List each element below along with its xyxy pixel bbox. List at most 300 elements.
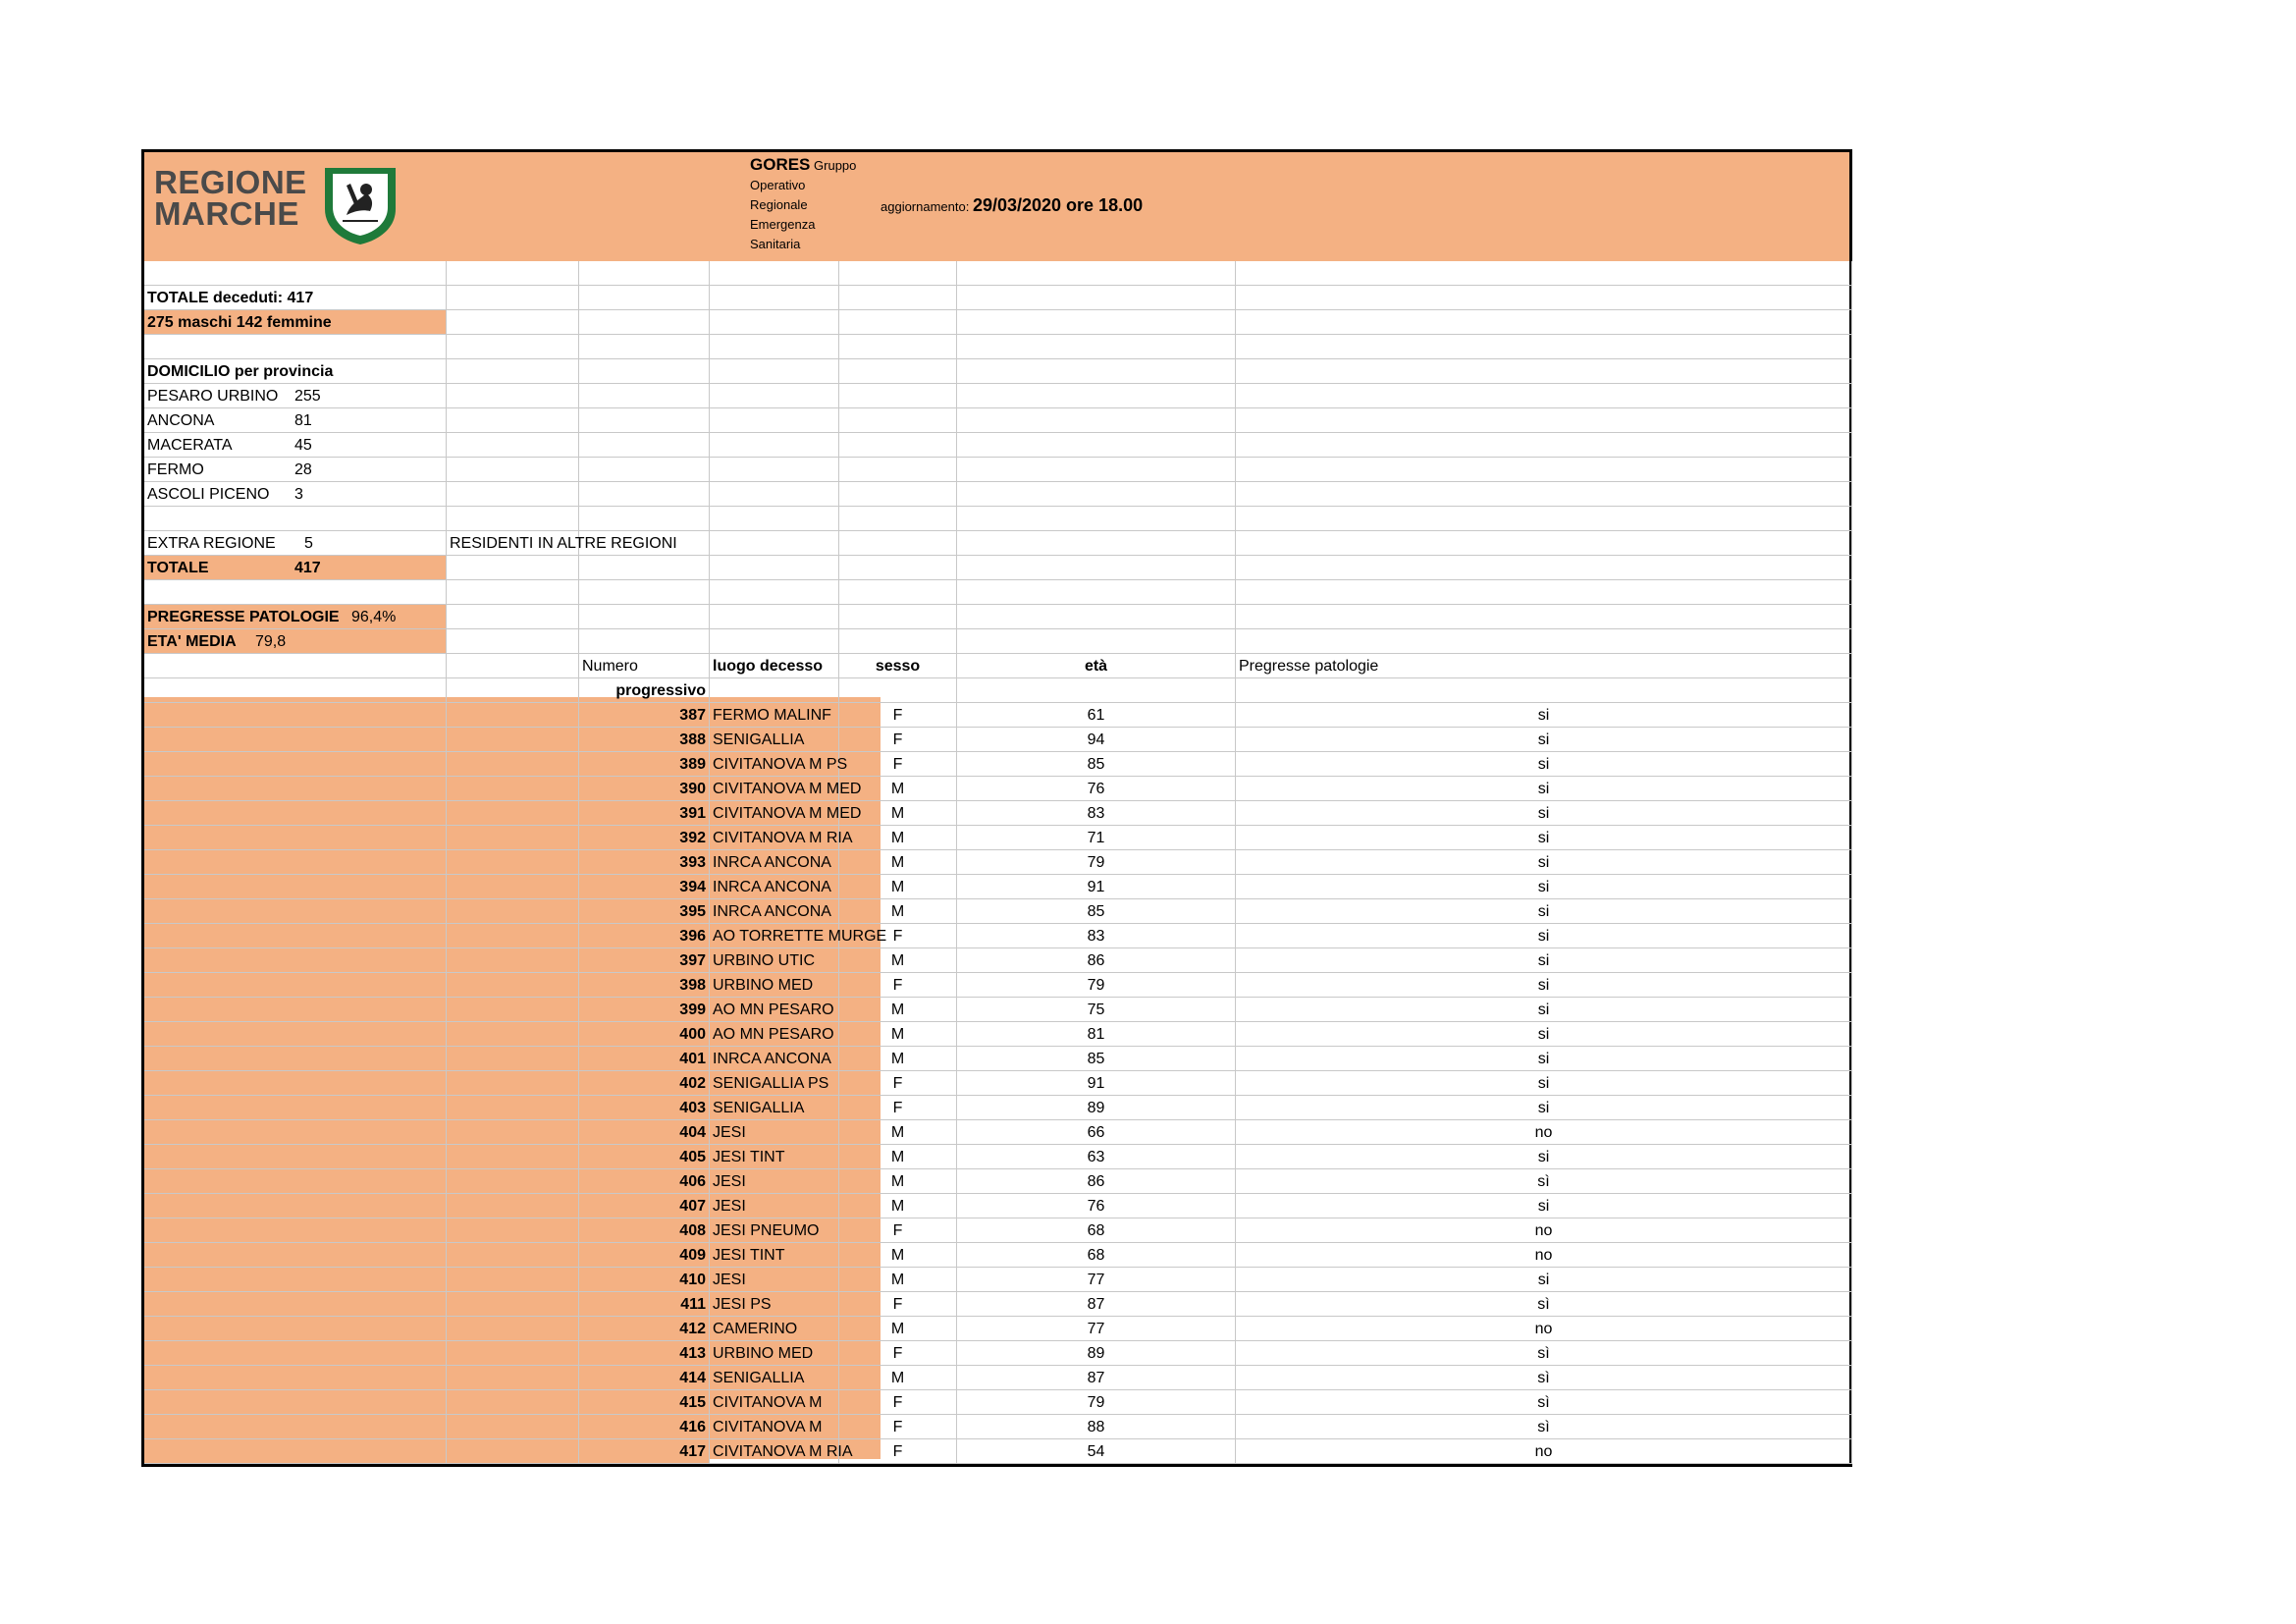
band-cell — [144, 801, 447, 826]
patologie-cell: si — [1236, 1022, 1852, 1047]
col-sesso-header: sesso — [839, 654, 957, 678]
band-cell — [144, 1268, 447, 1292]
grid-cell — [447, 359, 579, 384]
grid-cell — [957, 359, 1236, 384]
eta-cell: 91 — [957, 1071, 1236, 1096]
numero-cell: 393 — [579, 850, 710, 875]
band-cell — [144, 1096, 447, 1120]
summary-row — [144, 335, 1852, 359]
grid-cell — [144, 261, 447, 286]
sesso-cell: F — [839, 703, 957, 728]
band-cell — [447, 1415, 579, 1439]
numero-cell: 397 — [579, 948, 710, 973]
table-row — [144, 752, 1852, 777]
grid-cell — [579, 556, 710, 580]
band-cell — [447, 703, 579, 728]
grid-cell — [1236, 359, 1852, 384]
patologie-label: PREGRESSE PATOLOGIE — [147, 609, 340, 625]
grid-cell — [839, 286, 957, 310]
grid-cell — [710, 678, 839, 703]
extra-note: RESIDENTI IN ALTRE REGIONI — [447, 531, 579, 556]
grid-cell — [839, 580, 957, 605]
eta-cell: 81 — [957, 1022, 1236, 1047]
sesso-cell: F — [839, 924, 957, 948]
patologie-cell — [144, 605, 447, 629]
sesso-cell: F — [839, 973, 957, 998]
eta-cell: 71 — [957, 826, 1236, 850]
patologie-cell: sì — [1236, 1341, 1852, 1366]
grid-cell — [447, 310, 579, 335]
band-cell — [447, 801, 579, 826]
spacer-row — [144, 580, 1852, 605]
band-cell — [144, 1218, 447, 1243]
grid-cell — [957, 335, 1236, 359]
eta-cell: 75 — [957, 998, 1236, 1022]
col-luogo-header: luogo decesso — [710, 654, 839, 678]
gores-line-4: Sanitaria — [750, 237, 801, 251]
gores-line-1: Operativo — [750, 178, 806, 192]
grid-cell — [579, 531, 710, 556]
grid-cell — [957, 310, 1236, 335]
band-cell — [447, 826, 579, 850]
luogo-cell: JESI TINT — [710, 1145, 839, 1169]
grid-cell — [957, 507, 1236, 531]
sesso-cell: M — [839, 1169, 957, 1194]
table-row — [144, 948, 1852, 973]
band-cell — [144, 850, 447, 875]
grid-cell — [710, 335, 839, 359]
grid-cell — [1236, 261, 1852, 286]
eta-value: 79,8 — [255, 633, 287, 650]
numero-cell: 417 — [579, 1439, 710, 1464]
logo-text-line2: MARCHE — [154, 195, 299, 232]
numero-cell: 389 — [579, 752, 710, 777]
luogo-cell: URBINO MED — [710, 1341, 839, 1366]
sesso-cell: M — [839, 875, 957, 899]
summary-row — [144, 310, 1852, 335]
spacer-row — [144, 507, 1852, 531]
table-row — [144, 924, 1852, 948]
sesso-cell: F — [839, 1071, 957, 1096]
grid-cell — [1236, 629, 1852, 654]
eta-cell: 61 — [957, 703, 1236, 728]
luogo-cell: CAMERINO — [710, 1317, 839, 1341]
table-header-row-2 — [144, 678, 1852, 703]
luogo-cell: INRCA ANCONA — [710, 850, 839, 875]
luogo-cell: INRCA ANCONA — [710, 899, 839, 924]
luogo-cell: AO MN PESARO — [710, 998, 839, 1022]
grid-cell — [447, 678, 579, 703]
band-cell — [144, 1169, 447, 1194]
grid-cell — [579, 580, 710, 605]
luogo-cell: CIVITANOVA M PS — [710, 752, 839, 777]
sesso-cell: F — [839, 728, 957, 752]
grid-cell — [839, 605, 957, 629]
summary-row — [144, 286, 1852, 310]
eta-cell: 79 — [957, 850, 1236, 875]
grid-cell — [710, 433, 839, 458]
province-cell — [144, 458, 447, 482]
band-cell — [447, 899, 579, 924]
grid-cell — [839, 458, 957, 482]
numero-cell: 388 — [579, 728, 710, 752]
band-cell — [144, 1145, 447, 1169]
luogo-cell: URBINO MED — [710, 973, 839, 998]
domicilio-title: DOMICILIO per provincia — [144, 359, 447, 384]
totale-value: 417 — [294, 560, 321, 576]
grid-cell — [957, 678, 1236, 703]
sesso-cell: M — [839, 1366, 957, 1390]
band-cell — [447, 1390, 579, 1415]
update-label: aggiornamento: — [881, 199, 970, 214]
band-cell — [447, 1341, 579, 1366]
numero-cell: 391 — [579, 801, 710, 826]
patologie-cell: sì — [1236, 1390, 1852, 1415]
table-row — [144, 1317, 1852, 1341]
eta-cell: 87 — [957, 1292, 1236, 1317]
band-cell — [144, 948, 447, 973]
sesso-cell: M — [839, 998, 957, 1022]
province-row — [144, 482, 1852, 507]
grid-cell — [839, 433, 957, 458]
luogo-cell: CIVITANOVA M — [710, 1415, 839, 1439]
sesso-cell: M — [839, 1243, 957, 1268]
table-row — [144, 1169, 1852, 1194]
numero-cell: 413 — [579, 1341, 710, 1366]
numero-cell: 410 — [579, 1268, 710, 1292]
grid-cell — [839, 531, 957, 556]
grid-cell — [839, 310, 957, 335]
sesso-cell: F — [839, 1415, 957, 1439]
grid-cell — [579, 335, 710, 359]
band-cell — [447, 1047, 579, 1071]
province-value: 28 — [294, 461, 312, 478]
band-cell — [144, 1120, 447, 1145]
table-row — [144, 826, 1852, 850]
grid-cell — [447, 507, 579, 531]
luogo-cell: FERMO MALINF — [710, 703, 839, 728]
eta-cell: 76 — [957, 1194, 1236, 1218]
eta-cell: 79 — [957, 1390, 1236, 1415]
eta-cell: 76 — [957, 777, 1236, 801]
grid-cell — [1236, 678, 1852, 703]
band-cell — [447, 1366, 579, 1390]
band-cell — [144, 924, 447, 948]
grid-cell — [839, 556, 957, 580]
province-value: 81 — [294, 412, 312, 429]
numero-cell: 416 — [579, 1415, 710, 1439]
numero-cell: 392 — [579, 826, 710, 850]
grid-cell — [839, 507, 957, 531]
table-row — [144, 875, 1852, 899]
province-cell — [144, 384, 447, 408]
grid-cell — [710, 605, 839, 629]
logo-text-line1: REGIONE — [154, 164, 307, 200]
grid-cell — [710, 531, 839, 556]
numero-cell: 387 — [579, 703, 710, 728]
spreadsheet-page — [141, 149, 1852, 1467]
eta-cell: 68 — [957, 1218, 1236, 1243]
grid-cell — [957, 261, 1236, 286]
sesso-cell: F — [839, 1096, 957, 1120]
sesso-cell: M — [839, 1268, 957, 1292]
band-cell — [447, 1439, 579, 1464]
band-cell — [447, 1071, 579, 1096]
band-cell — [447, 1194, 579, 1218]
sesso-cell: M — [839, 1120, 957, 1145]
band-cell — [144, 875, 447, 899]
band-cell — [447, 1096, 579, 1120]
table-row — [144, 1022, 1852, 1047]
sesso-cell: F — [839, 752, 957, 777]
numero-cell: 402 — [579, 1071, 710, 1096]
grid-cell — [447, 654, 579, 678]
band-cell — [144, 973, 447, 998]
sesso-cell: M — [839, 1317, 957, 1341]
grid-cell — [839, 482, 957, 507]
table-row — [144, 801, 1852, 826]
luogo-cell: JESI TINT — [710, 1243, 839, 1268]
eta-cell: 91 — [957, 875, 1236, 899]
patologie-cell: sì — [1236, 1415, 1852, 1439]
sesso-cell: F — [839, 1292, 957, 1317]
luogo-cell: INRCA ANCONA — [710, 875, 839, 899]
patologie-cell: si — [1236, 1071, 1852, 1096]
luogo-cell: SENIGALLIA PS — [710, 1071, 839, 1096]
patologie-cell: si — [1236, 826, 1852, 850]
luogo-cell: JESI — [710, 1194, 839, 1218]
table-row — [144, 1268, 1852, 1292]
province-cell — [144, 482, 447, 507]
grid-cell — [447, 384, 579, 408]
luogo-cell: JESI — [710, 1120, 839, 1145]
table-row — [144, 1243, 1852, 1268]
grid-cell — [447, 556, 579, 580]
band-cell — [447, 1218, 579, 1243]
numero-cell: 406 — [579, 1169, 710, 1194]
band-cell — [144, 899, 447, 924]
grid-cell — [957, 580, 1236, 605]
band-cell — [447, 1268, 579, 1292]
band-cell — [144, 1341, 447, 1366]
grid-cell — [579, 433, 710, 458]
grid-cell — [957, 384, 1236, 408]
col-numero-header: Numero — [579, 654, 710, 678]
grid-cell — [957, 482, 1236, 507]
totale-row — [144, 556, 1852, 580]
numero-cell: 414 — [579, 1366, 710, 1390]
grid-cell — [957, 605, 1236, 629]
numero-cell: 407 — [579, 1194, 710, 1218]
patologie-cell: si — [1236, 924, 1852, 948]
grid-cell — [1236, 310, 1852, 335]
grid-cell — [710, 507, 839, 531]
grid-cell — [1236, 335, 1852, 359]
eta-cell: 77 — [957, 1268, 1236, 1292]
table-row — [144, 1120, 1852, 1145]
table-row — [144, 1096, 1852, 1120]
table-row — [144, 1341, 1852, 1366]
patologie-cell: si — [1236, 1145, 1852, 1169]
sesso-cell: M — [839, 1145, 957, 1169]
table-row — [144, 1145, 1852, 1169]
luogo-cell: CIVITANOVA M MED — [710, 801, 839, 826]
grid-cell — [1236, 433, 1852, 458]
grid-cell — [579, 605, 710, 629]
grid-cell — [144, 580, 447, 605]
province-name: MACERATA — [147, 437, 233, 454]
band-cell — [447, 777, 579, 801]
band-cell — [144, 1071, 447, 1096]
patologie-cell: no — [1236, 1218, 1852, 1243]
grid-cell — [710, 384, 839, 408]
band-cell — [144, 998, 447, 1022]
sesso-cell: F — [839, 1341, 957, 1366]
patologie-cell: si — [1236, 801, 1852, 826]
grid-cell — [710, 580, 839, 605]
grid-cell — [710, 408, 839, 433]
extra-row — [144, 531, 1852, 556]
table-row — [144, 1366, 1852, 1390]
eta-cell: 89 — [957, 1096, 1236, 1120]
band-cell — [447, 998, 579, 1022]
grid-cell — [839, 408, 957, 433]
regione-marche-logo — [154, 160, 409, 248]
grid-cell — [710, 261, 839, 286]
sesso-cell: M — [839, 826, 957, 850]
band-cell — [144, 1415, 447, 1439]
patologie-cell: si — [1236, 899, 1852, 924]
grid-cell — [1236, 482, 1852, 507]
extra-regione-cell — [144, 531, 447, 556]
eta-cell: 85 — [957, 752, 1236, 777]
grid-cell — [579, 408, 710, 433]
grid-cell — [710, 286, 839, 310]
gores-line-3: Emergenza — [750, 217, 816, 232]
eta-cell: 66 — [957, 1120, 1236, 1145]
province-cell — [144, 433, 447, 458]
sesso-cell: M — [839, 777, 957, 801]
grid-cell — [1236, 556, 1852, 580]
sesso-cell: F — [839, 1390, 957, 1415]
grid-cell — [839, 384, 957, 408]
patologie-value: 96,4% — [351, 609, 397, 625]
sesso-cell: F — [839, 1218, 957, 1243]
band-cell — [144, 1194, 447, 1218]
band-cell — [144, 826, 447, 850]
sesso-cell: M — [839, 801, 957, 826]
grid-cell — [144, 507, 447, 531]
patologie-cell: si — [1236, 1194, 1852, 1218]
summary-row — [144, 359, 1852, 384]
band-cell — [447, 1292, 579, 1317]
band-cell — [144, 752, 447, 777]
patologie-cell: si — [1236, 703, 1852, 728]
eta-cell: 89 — [957, 1341, 1236, 1366]
table-row — [144, 998, 1852, 1022]
numero-cell: 411 — [579, 1292, 710, 1317]
grid-cell — [957, 286, 1236, 310]
eta-cell: 88 — [957, 1415, 1236, 1439]
luogo-cell: CIVITANOVA M MED — [710, 777, 839, 801]
grid-cell — [839, 261, 957, 286]
band-cell — [144, 1317, 447, 1341]
band-cell — [144, 1047, 447, 1071]
band-cell — [144, 1022, 447, 1047]
maschi-femmine: 275 maschi 142 femmine — [144, 310, 447, 335]
grid-cell — [710, 310, 839, 335]
band-cell — [144, 1243, 447, 1268]
grid-cell — [839, 629, 957, 654]
eta-cell — [144, 629, 447, 654]
luogo-cell: AO MN PESARO — [710, 1022, 839, 1047]
band-cell — [144, 1292, 447, 1317]
numero-cell: 400 — [579, 1022, 710, 1047]
grid-cell — [839, 359, 957, 384]
table-row — [144, 1047, 1852, 1071]
luogo-cell: AO TORRETTE MURGE — [710, 924, 839, 948]
patologie-row — [144, 605, 1852, 629]
province-name: FERMO — [147, 461, 204, 478]
grid-cell — [579, 482, 710, 507]
grid-cell — [1236, 408, 1852, 433]
numero-cell: 390 — [579, 777, 710, 801]
grid-cell — [957, 408, 1236, 433]
col-eta-header: età — [957, 654, 1236, 678]
numero-cell: 412 — [579, 1317, 710, 1341]
band-cell — [144, 1390, 447, 1415]
eta-cell: 68 — [957, 1243, 1236, 1268]
table-row — [144, 1390, 1852, 1415]
grid-cell — [579, 384, 710, 408]
grid-cell — [710, 556, 839, 580]
grid-cell — [447, 335, 579, 359]
luogo-cell: JESI — [710, 1169, 839, 1194]
sesso-cell: M — [839, 948, 957, 973]
table-header-row — [144, 654, 1852, 678]
grid-cell — [579, 286, 710, 310]
update-timestamp — [881, 195, 1143, 216]
grid-cell — [447, 261, 579, 286]
eta-cell: 87 — [957, 1366, 1236, 1390]
province-value: 255 — [294, 388, 321, 405]
province-value: 3 — [294, 486, 303, 503]
patologie-cell: si — [1236, 728, 1852, 752]
numero-cell: 395 — [579, 899, 710, 924]
grid-cell — [579, 310, 710, 335]
luogo-cell: CIVITANOVA M RIA — [710, 1439, 839, 1464]
numero-cell: 401 — [579, 1047, 710, 1071]
band-cell — [144, 1366, 447, 1390]
grid-cell — [710, 359, 839, 384]
patologie-cell: si — [1236, 850, 1852, 875]
numero-cell: 403 — [579, 1096, 710, 1120]
gores-line-0: Gruppo — [814, 158, 857, 173]
numero-cell: 415 — [579, 1390, 710, 1415]
grid-cell — [957, 556, 1236, 580]
eta-cell: 83 — [957, 801, 1236, 826]
grid-cell — [144, 678, 447, 703]
grid-cell — [447, 482, 579, 507]
province-name: ASCOLI PICENO — [147, 486, 270, 503]
eta-cell: 79 — [957, 973, 1236, 998]
grid-cell — [579, 507, 710, 531]
numero-cell: 394 — [579, 875, 710, 899]
luogo-cell: INRCA ANCONA — [710, 1047, 839, 1071]
regione-marche-shield-icon — [321, 164, 400, 246]
band-cell — [144, 703, 447, 728]
table-row — [144, 1218, 1852, 1243]
